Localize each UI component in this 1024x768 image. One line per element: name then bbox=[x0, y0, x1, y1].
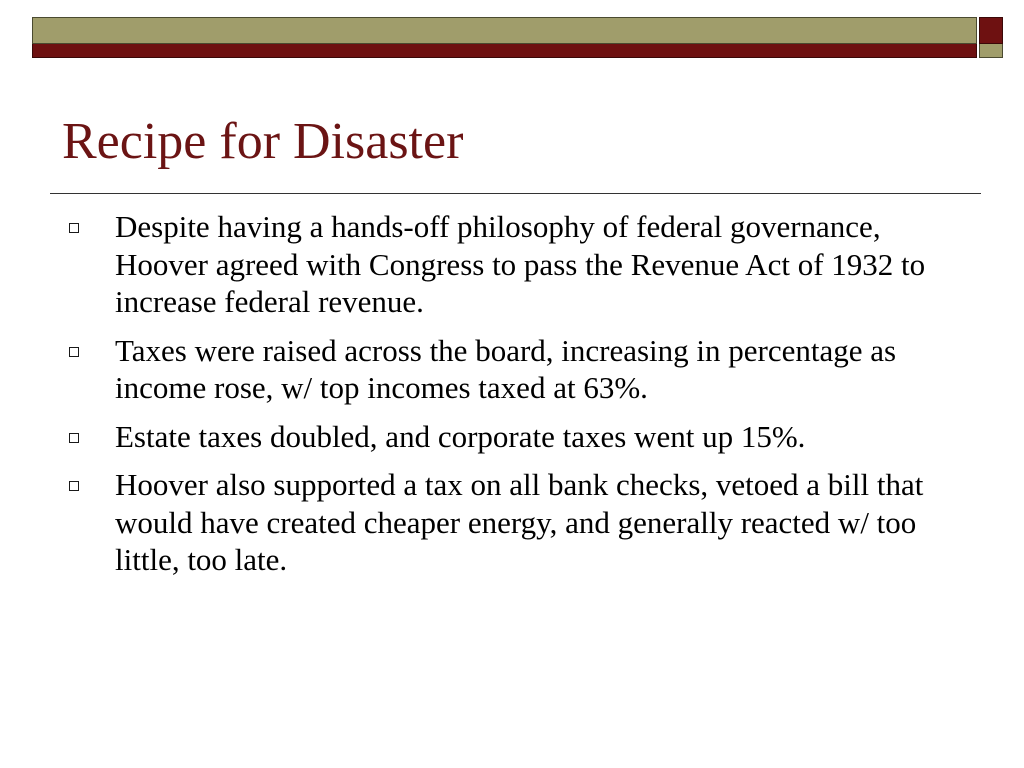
header-square-olive bbox=[979, 44, 1003, 58]
hollow-square-bullet-icon bbox=[69, 347, 79, 357]
title-divider bbox=[50, 193, 981, 194]
bullet-item bbox=[62, 208, 972, 321]
hollow-square-bullet-icon bbox=[69, 433, 79, 443]
header-square-maroon bbox=[979, 17, 1003, 44]
bullet-text: Despite having a hands-off philosophy of federal governance, Hoover agreed with Congress to pass the Revenue Act of 1932 to increase federal revenue. bbox=[115, 209, 926, 319]
slide-title: Recipe for Disaster bbox=[62, 113, 464, 170]
bullet-item bbox=[62, 418, 972, 456]
hollow-square-bullet-icon bbox=[69, 223, 79, 233]
header-bar-maroon bbox=[32, 44, 977, 58]
bullet-item bbox=[62, 332, 972, 407]
bullet-item bbox=[62, 466, 972, 579]
bullet-text: Estate taxes doubled, and corporate taxes went up 15%. bbox=[115, 418, 806, 454]
bullet-list bbox=[62, 208, 972, 590]
bullet-text: Taxes were raised across the board, increasing in percentage as income rose, w/ top incomes taxed at 63%. bbox=[115, 332, 897, 405]
header-bar-olive bbox=[32, 17, 977, 44]
hollow-square-bullet-icon bbox=[69, 481, 79, 491]
bullet-text: Hoover also supported a tax on all bank checks, vetoed a bill that would have created cheaper energy, and generally reacted w/ too little, too late. bbox=[115, 467, 924, 577]
